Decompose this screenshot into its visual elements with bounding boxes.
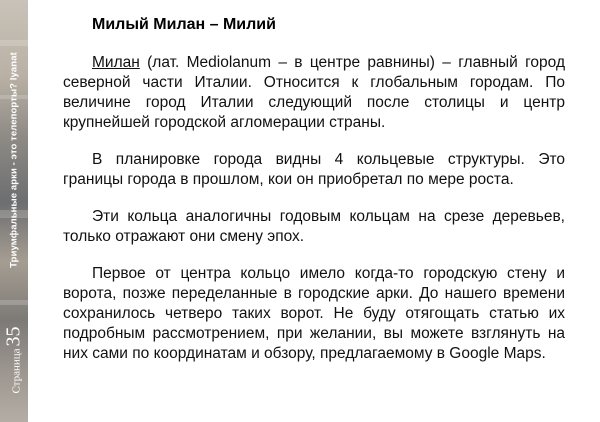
paragraph-2 xyxy=(63,150,565,190)
paragraph-3 xyxy=(63,207,565,247)
paragraph-4-text: Первое от центра кольцо имело когда-то городскую стену и ворота, позже переделанные в городские арки. До нашего времени сохранилось четверо таких ворот. Не буду отягощать статью их подробным рассмотрением, при желании, вы можете взглянуть на них сами по координатам и обзору, предлагаемому в Google Maps. xyxy=(63,265,565,362)
paragraph-3-text: Эти кольца аналогичны годовым кольцам на срезе деревьев, только отражают они смену эпох. xyxy=(63,208,565,245)
page-heading: Милый Милан – Милий xyxy=(92,16,276,33)
paragraph-1-text: (лат. Mediolanum – в центре равнины) – главный город северной части Италии. Относится к глобальным городам. По величине город Италии следующий после столицы и центр крупнейшей городской агломерации страны. xyxy=(63,54,565,131)
paragraph-4 xyxy=(63,264,565,364)
sidebar-photo-strip xyxy=(0,0,28,422)
paragraph-1 xyxy=(63,53,565,133)
paragraph-1-lead: Милан xyxy=(92,54,140,71)
document-side-title: Триумфальные арки - это телепорты? Iyanat xyxy=(8,52,20,268)
article-body xyxy=(63,53,565,381)
page-word: Страница xyxy=(10,348,23,394)
page-number: 35 xyxy=(2,326,25,347)
paragraph-2-text: В планировке города видны 4 кольцевые структуры. Это границы города в прошлом, кои он приобретал по мере роста. xyxy=(63,151,565,188)
page-label xyxy=(3,326,26,393)
